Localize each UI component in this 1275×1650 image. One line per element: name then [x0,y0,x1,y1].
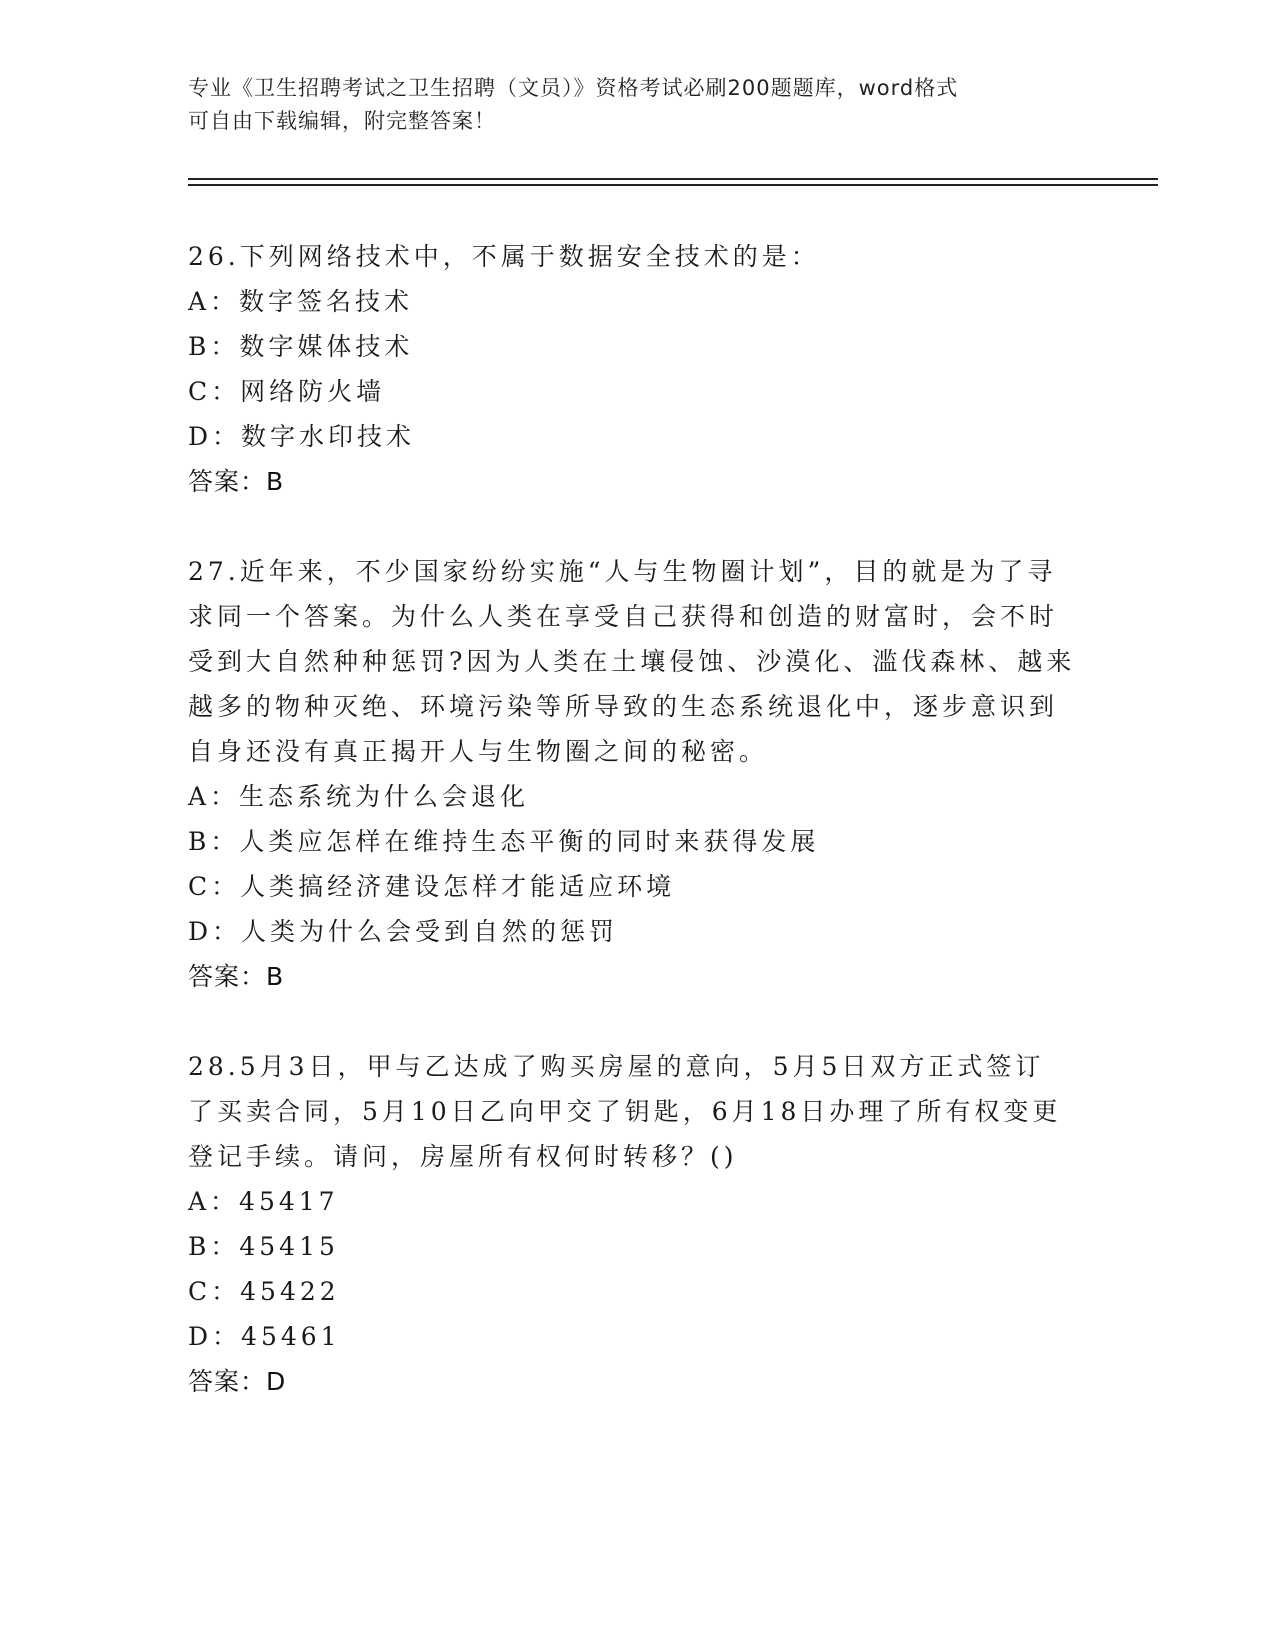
question-text-line: 下列网络技术中，不属于数据安全技术的是： [239,242,820,271]
question-stem [188,234,1088,279]
question-27 [188,549,1088,999]
question-list [188,234,1088,1449]
answer: 答案：B [188,467,285,496]
question-26 [188,234,1088,504]
question-text-line: 了买卖合同，5月10日乙向甲交了钥匙，6月18日办理了所有权变更 [188,1097,1062,1126]
question-text-line: 求同一个答案。为什么人类在享受自己获得和创造的财富时，会不时 [188,602,1059,631]
question-text-line: 近年来，不少国家纷纷实施“人与生物圈计划”，目的就是为了寻 [239,557,1057,586]
question-text-line: 5月3日，甲与乙达成了购买房屋的意向，5月5日双方正式签订 [239,1052,1045,1081]
option-b: B：45415 [188,1232,339,1261]
header-divider-bottom [188,184,1158,186]
question-number: 27. [188,557,240,586]
header-line-1: 专业《卫生招聘考试之卫生招聘（文员）》资格考试必刷200题题库，word格式 [188,76,959,100]
header-divider-top [188,178,1158,180]
document-header [188,72,1088,138]
header-line-2: 可自由下载编辑，附完整答案！ [188,109,496,133]
option-c: C：网络防火墙 [188,377,386,406]
question-text-line: 自身还没有真正揭开人与生物圈之间的秘密。 [188,737,769,766]
question-text-line: 登记手续。请问，房屋所有权何时转移？() [188,1142,738,1171]
option-b: B：人类应怎样在维持生态平衡的同时来获得发展 [188,827,820,856]
question-stem [188,1044,1088,1089]
option-d: D：数字水印技术 [188,422,416,451]
option-a: A：数字签名技术 [188,287,414,316]
option-a: A：45417 [188,1187,339,1216]
option-c: C：45422 [188,1277,340,1306]
question-text-line: 越多的物种灭绝、环境污染等所导致的生态系统退化中，逐步意识到 [188,692,1059,721]
question-text-line: 受到大自然种种惩罚?因为人类在土壤侵蚀、沙漠化、滥伐森林、越来 [188,647,1076,676]
question-number: 28. [188,1052,240,1081]
question-28 [188,1044,1088,1404]
option-b: B：数字媒体技术 [188,332,414,361]
question-stem [188,549,1088,594]
question-number: 26. [188,242,240,271]
option-d: D：人类为什么会受到自然的惩罚 [188,917,619,946]
option-d: D：45461 [188,1322,341,1351]
option-c: C：人类搞经济建设怎样才能适应环境 [188,872,676,901]
option-a: A：生态系统为什么会退化 [188,782,530,811]
answer: 答案：D [188,1367,287,1396]
answer: 答案：B [188,962,285,991]
